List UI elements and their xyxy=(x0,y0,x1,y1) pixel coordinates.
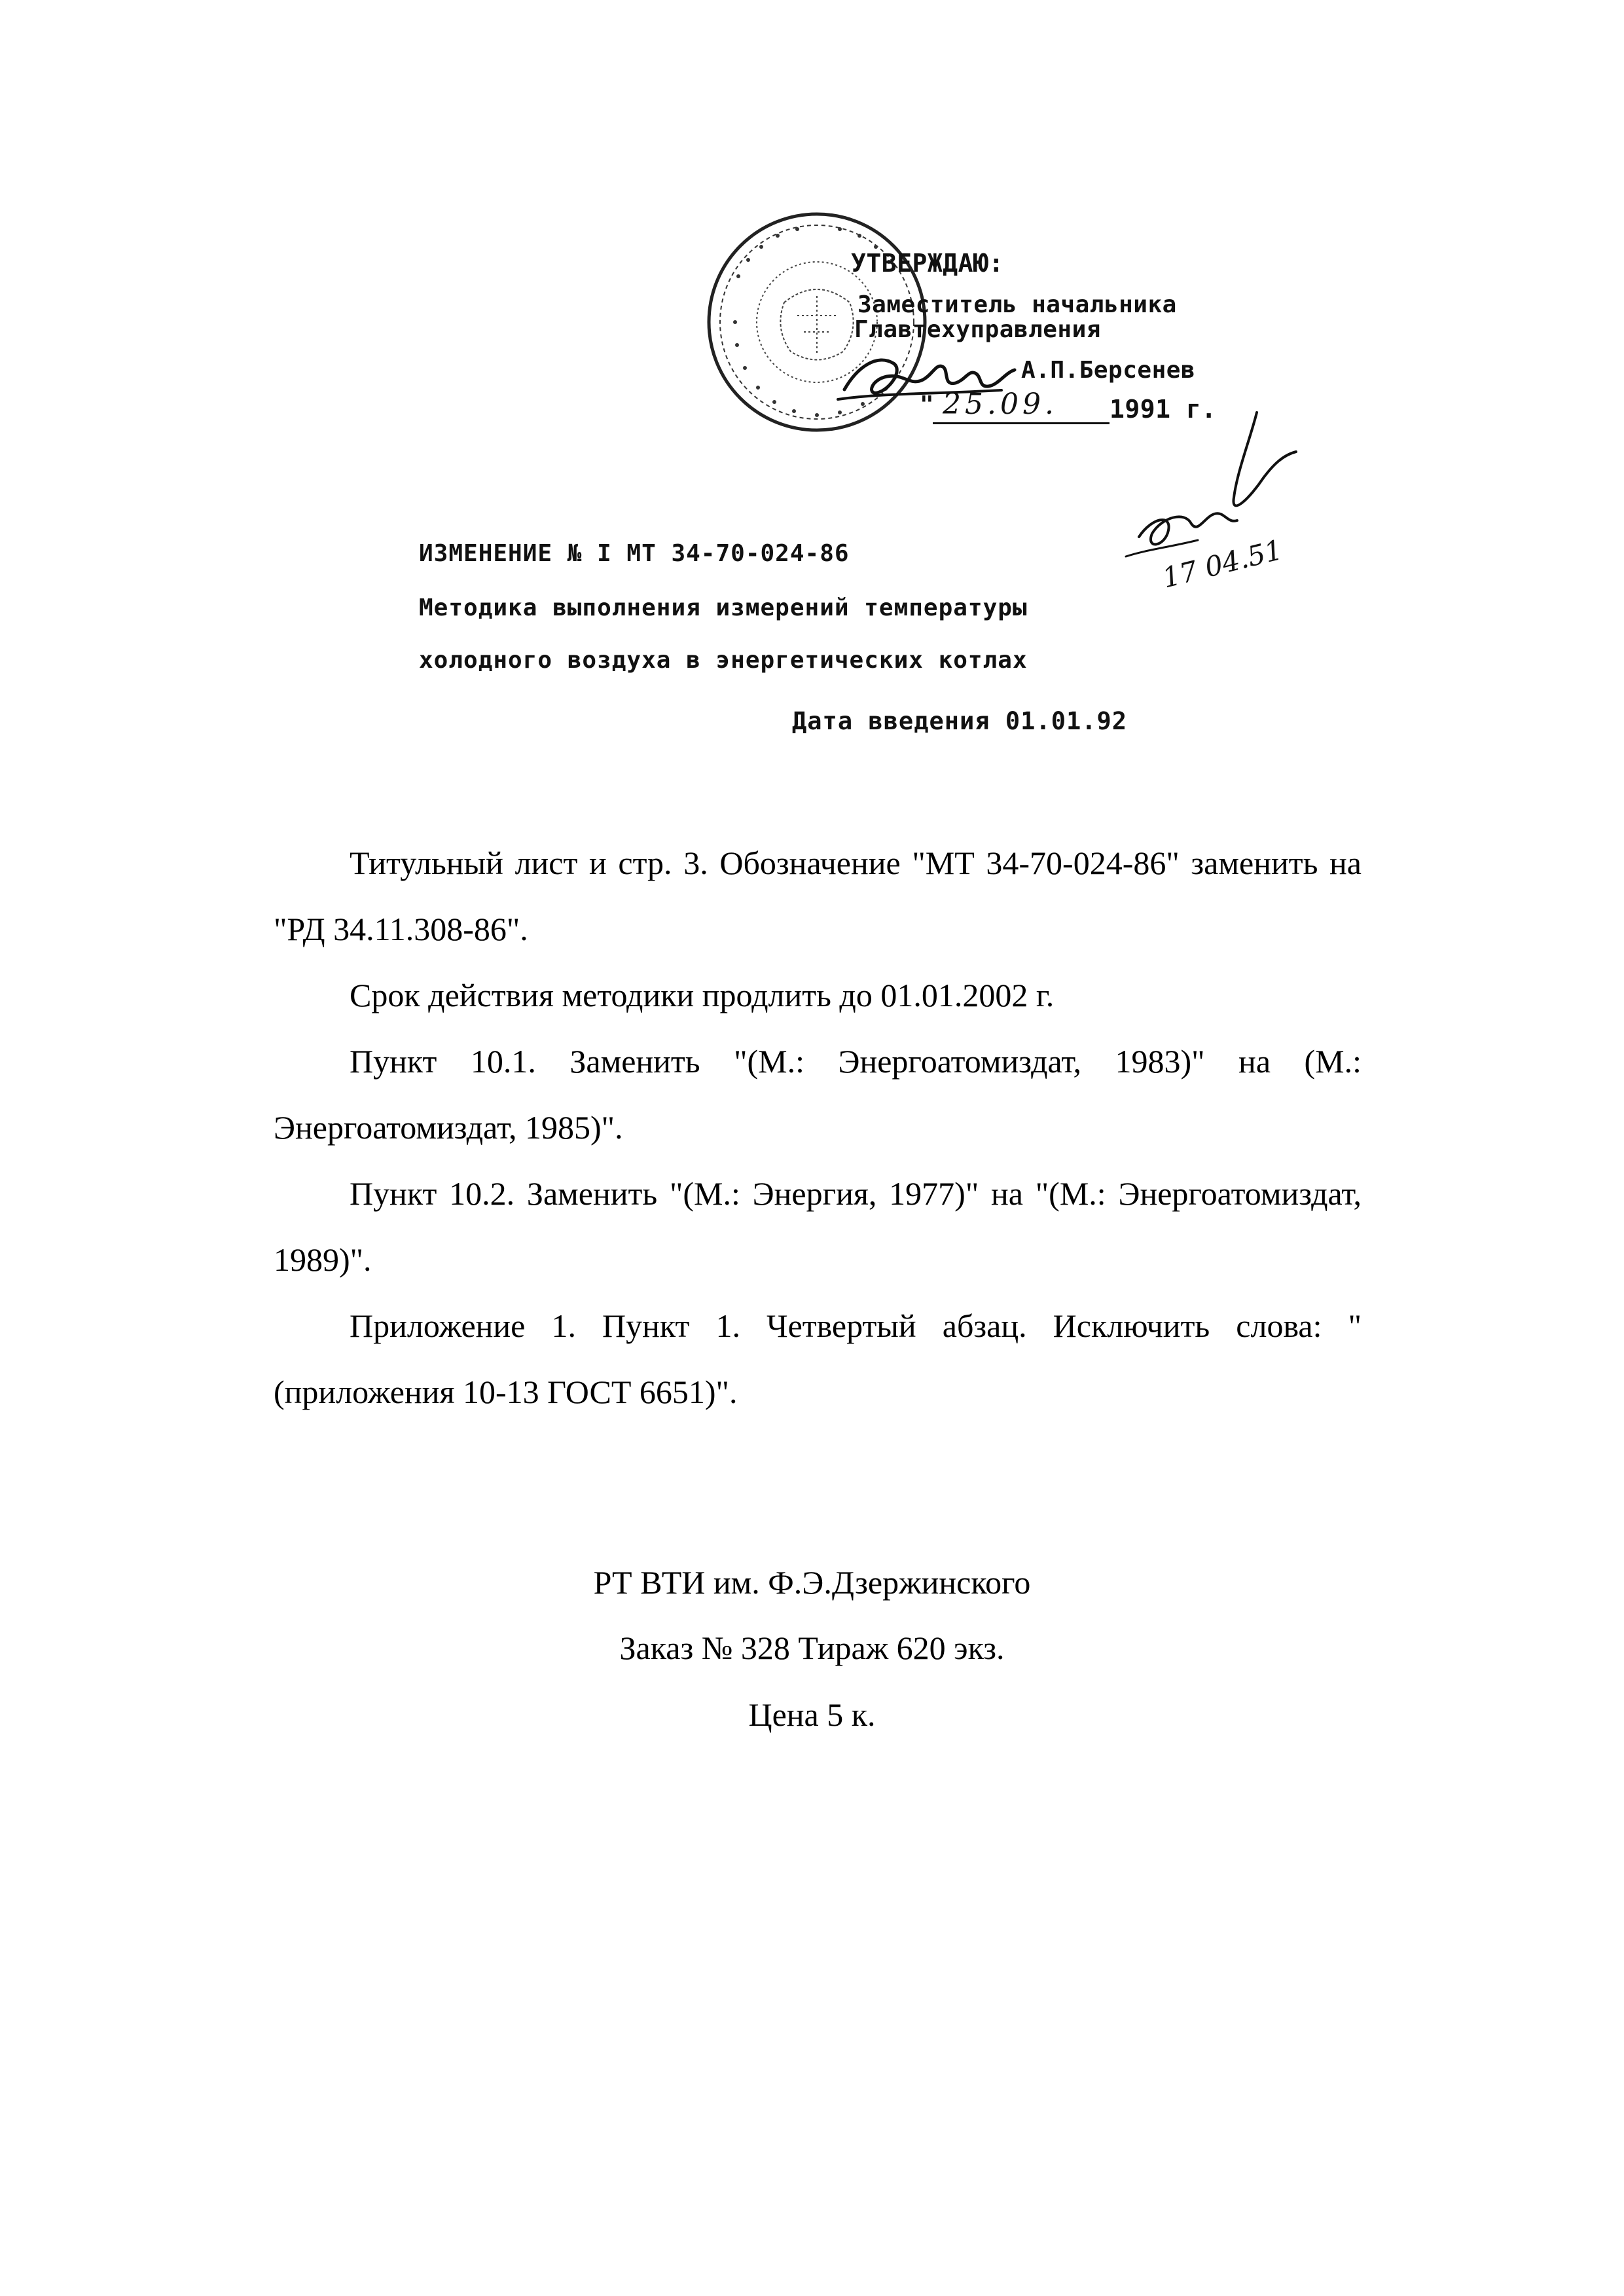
paragraph-title-page: Титульный лист и стр. 3. Обозначение "МТ 34-70-024-86" заменить на "РД 34.11.308-86". xyxy=(274,845,1362,947)
publisher-line: РТ ВТИ им. Ф.Э.Дзержинского xyxy=(593,1564,1031,1601)
paragraph-appendix-1: Приложение 1. Пункт 1. Четвертый абзац. Исключить слова: "(приложения 10-13 ГОСТ 6651)". xyxy=(274,1307,1362,1410)
change-date-intro: Дата введения 01.01.92 xyxy=(792,707,1128,735)
change-subtitle-line2: холодного воздуха в энергетических котлах xyxy=(419,647,1028,674)
approval-name: А.П.Берсенев xyxy=(1021,357,1196,384)
approval-date-handwritten: 25.09. xyxy=(943,388,1058,421)
change-title: ИЗМЕНЕНИЕ № I МТ 34-70-024-86 xyxy=(419,540,850,567)
approver-signature xyxy=(831,327,1028,412)
approval-position-line2: Главтехуправления xyxy=(854,316,1101,343)
paragraph-item-10-1: Пункт 10.1. Заменить "(М.: Энергоатомиздат, 1983)" на (М.: Энергоатомиздат, 1985)". xyxy=(274,1043,1362,1146)
price-line: Цена 5 к. xyxy=(748,1696,876,1733)
change-subtitle-line1: Методика выполнения измерений температуры xyxy=(419,594,1028,621)
paragraph-item-10-2: Пункт 10.2. Заменить "(М.: Энергия, 1977)" на "(М.: Энергоатомиздат, 1989)". xyxy=(274,1175,1362,1278)
approval-position-line1: Заместитель начальника xyxy=(857,291,1177,318)
paragraph-validity: Срок действия методики продлить до 01.01.2002 г. xyxy=(350,977,1055,1013)
registration-number: 17 04.51 xyxy=(1159,533,1286,594)
approval-quote-mark: " xyxy=(920,392,935,418)
change-body xyxy=(274,830,1362,1425)
approval-heading: УТВЕРЖДАЮ: xyxy=(851,249,1004,278)
approval-date-underline xyxy=(933,422,1110,424)
approval-year: 1991 г. xyxy=(1110,395,1217,424)
order-line: Заказ № 328 Тираж 620 экз. xyxy=(619,1630,1005,1666)
registration-mark xyxy=(1100,399,1316,615)
